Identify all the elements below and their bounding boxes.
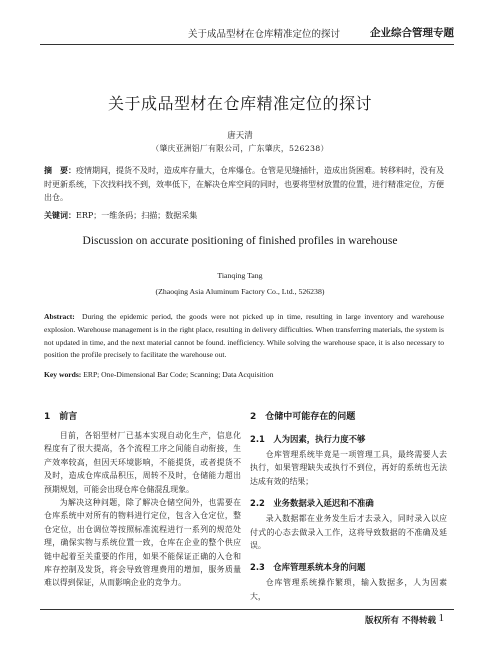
keywords-en-text: ERP; One-Dimensional Bar Code; Scanning; Data Acquisition: [83, 370, 274, 379]
section-heading-2: 2 仓储中可能存在的问题: [250, 412, 356, 422]
running-header-column: 企业综合管理专题: [370, 27, 454, 39]
author-en: Tianqing Tang: [217, 271, 263, 280]
subsection-heading-2-3: 2.3 仓库管理系统本身的问题: [250, 562, 366, 573]
keywords-en: [44, 369, 444, 381]
affiliation-en: (Zhaoqing Asia Aluminum Factory Co., Ltd., 526238): [155, 287, 325, 296]
abstract-en-text: During the epidemic period, the goods were not picked up in time, resulting in large inventory and warehouse explosion. Warehouse management is in the right place, resulting in delivery difficulties. When transferring materials, the system is not updated in time, and the next material cannot be found. inefficiency. While solving the warehouse space, it is also necessary to position the profile precisely to facilitate the warehouse out.: [44, 312, 445, 360]
section-2-3-paragraph: 仓库管理系统操作繁琐，输入数据多，人为因素大，: [250, 578, 447, 601]
body-column-right: [250, 410, 447, 603]
section-2-2-paragraph: 录入数据都在业务发生后才去录入，同时录入以应付式的心态去做录入工作，这将导致数据的不准确及延误。: [250, 514, 447, 551]
subsection-heading-2-1: 2.1 人为因素，执行力度不够: [250, 434, 366, 444]
keywords-cn-text: ERP；一维条码；扫描；数据采集: [76, 211, 198, 220]
footer-copyright: 版权所有 不得转载: [365, 616, 436, 626]
abstract-cn-label: 摘 要：: [44, 166, 76, 175]
affiliation-cn: （肇庆亚洲铝厂有限公司，广东肇庆，526238）: [151, 144, 329, 153]
body-column-left: [44, 410, 241, 590]
footer-rule: [40, 609, 454, 611]
running-header-title: 关于成品型材在仓库精准定位的探讨: [188, 29, 341, 40]
section-heading-1: 1 前言: [44, 412, 78, 422]
section-2-1-paragraph: 仓库管理系统毕竟是一项管理工具，最终需要人去执行，如果管理缺失或执行不到位，再好的系统也无法达成有效的结果；: [250, 450, 447, 486]
running-header: [40, 24, 454, 45]
author-cn: 唐天清: [227, 131, 253, 141]
abstract-cn: [44, 164, 444, 205]
subsection-heading-2-2: 2.2 业务数据录入延迟和不准确: [250, 498, 374, 509]
paper-title-cn: 关于成品型材在仓库精准定位的探讨: [107, 94, 372, 113]
keywords-cn-label: 关键词：: [44, 211, 76, 220]
abstract-en-label: Abstract:: [44, 312, 75, 321]
paper-title-en: Discussion on accurate positioning of finished profiles in warehouse: [82, 235, 398, 247]
section-1-paragraph-2: 为解决这种问题，除了解决仓储空间外，也需要在仓库系统中对所有的物料进行定位，包含入仓定位，整仓定位，出仓调位等按照标准流程进行一系列的规范处理，确保实物与系统位置一致，仓库在企业的整个供应链中起着至关重要的作用，如果不能保证正确的入仓和库存控制及发货，将会导致管理费用的增加，服务质量难以得到保证，从而影响企业的竞争力。: [44, 498, 241, 588]
keywords-en-label: Key words:: [44, 370, 82, 379]
keywords-cn: [44, 209, 444, 222]
page-number: 1: [438, 612, 444, 624]
abstract-cn-text: 疫情期间，提货不及时，造成库存量大，仓库爆仓。仓管是见缝插针，造成出货困难。转移料时，没有及时更新系统，下次找料找不到，效率低下，在解决仓库空间的同时，也要将型材放置的位置，进行精准定位，方便出仓。: [44, 166, 444, 202]
abstract-en: [44, 311, 444, 362]
section-1-paragraph-1: 目前，各铝型材厂已基本实现自动化生产，信息化程度有了很大提高，各个流程工序之间能自动衔接，生产效率较高，但因天环境影响，不能提货，或者提货不及时，造成仓库成品积压，周转不及时，仓储能力超出预期规划，可能会出现仓库仓储混乱现象。: [44, 431, 241, 494]
